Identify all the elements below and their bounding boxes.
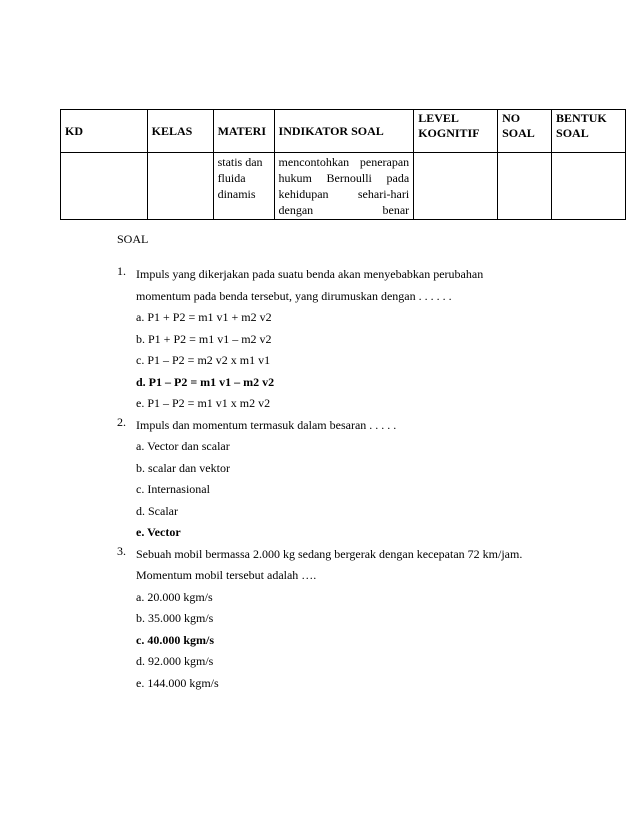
cell-level bbox=[414, 153, 498, 220]
answer-option: c. Internasional bbox=[136, 482, 210, 496]
question-number: 1. bbox=[117, 264, 126, 278]
answer-option: e. P1 – P2 = m1 v1 x m2 v2 bbox=[136, 396, 271, 410]
question-text-line: Momentum mobil tersebut adalah …. bbox=[136, 568, 317, 582]
soal-heading: SOAL bbox=[117, 232, 149, 246]
cell-kd bbox=[61, 153, 148, 220]
table-header-row bbox=[61, 110, 626, 153]
answer-option-correct: e. Vector bbox=[136, 525, 181, 539]
header-level-kognitif: LEVEL KOGNITIF bbox=[414, 110, 498, 153]
table-row bbox=[61, 153, 626, 220]
kisi-kisi-table bbox=[60, 109, 626, 220]
cell-materi: statis dan fluida dinamis bbox=[213, 153, 274, 220]
answer-option: d. 92.000 kgm/s bbox=[136, 654, 214, 668]
cell-indikator: mencontohkan penerapan hukum Bernoulli pada kehidupan sehari-hari dengan benar bbox=[274, 153, 414, 220]
answer-option: c. P1 – P2 = m2 v2 x m1 v1 bbox=[136, 353, 271, 367]
header-no-soal: NO SOAL bbox=[498, 110, 552, 153]
header-bentuk-soal: BENTUK SOAL bbox=[552, 110, 626, 153]
answer-option: a. Vector dan scalar bbox=[136, 439, 230, 453]
answer-option: d. Scalar bbox=[136, 503, 178, 518]
answer-option: a. P1 + P2 = m1 v1 + m2 v2 bbox=[136, 310, 272, 324]
question-list bbox=[117, 264, 587, 694]
header-kd: KD bbox=[61, 110, 148, 153]
answer-option-correct: d. P1 – P2 = m1 v1 – m2 v2 bbox=[136, 374, 275, 389]
question-number: 3. bbox=[117, 543, 126, 558]
question-3 bbox=[117, 544, 587, 695]
answer-option-correct: c. 40.000 kgm/s bbox=[136, 632, 214, 647]
question-text-line: Impuls dan momentum termasuk dalam besaran . . . . . bbox=[136, 417, 397, 432]
question-text-line: Sebuah mobil bermassa 2.000 kg sedang bergerak dengan kecepatan 72 km/jam. bbox=[136, 546, 523, 561]
answer-option: a. 20.000 kgm/s bbox=[136, 589, 213, 604]
question-1 bbox=[117, 264, 587, 415]
cell-bentuk bbox=[552, 153, 626, 220]
cell-no bbox=[498, 153, 552, 220]
header-materi: MATERI bbox=[213, 110, 274, 153]
question-number: 2. bbox=[117, 414, 126, 429]
question-2 bbox=[117, 415, 587, 544]
question-text-line: Impuls yang dikerjakan pada suatu benda akan menyebabkan perubahan bbox=[136, 267, 484, 281]
cell-kelas bbox=[147, 153, 213, 220]
answer-option: b. P1 + P2 = m1 v1 – m2 v2 bbox=[136, 331, 272, 346]
answer-option: e. 144.000 kgm/s bbox=[136, 675, 219, 690]
answer-option: b. 35.000 kgm/s bbox=[136, 611, 214, 625]
question-text-line: momentum pada benda tersebut, yang dirumuskan dengan . . . . . . bbox=[136, 288, 452, 303]
header-indikator-soal: INDIKATOR SOAL bbox=[274, 110, 414, 153]
header-kelas: KELAS bbox=[147, 110, 213, 153]
answer-option: b. scalar dan vektor bbox=[136, 460, 230, 475]
